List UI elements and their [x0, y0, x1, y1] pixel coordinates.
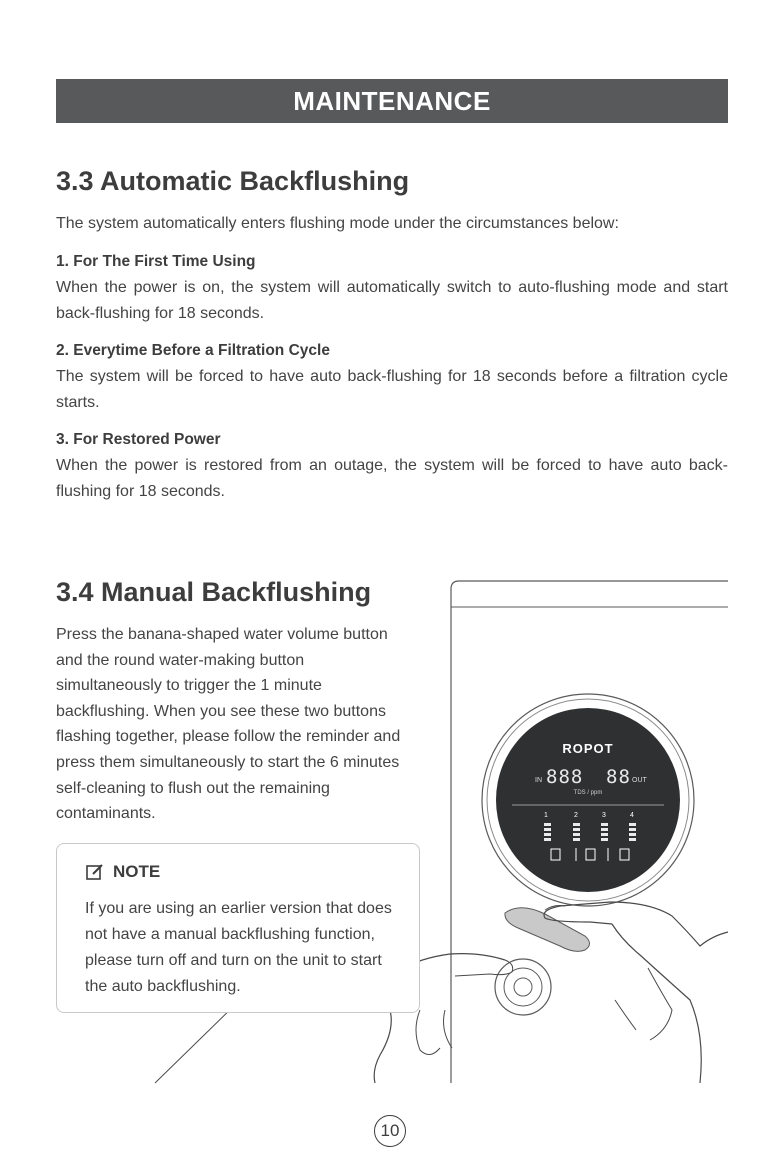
- section-heading-automatic-backflushing: 3.3 Automatic Backflushing: [56, 166, 410, 196]
- out-tds-readout: 88: [606, 766, 631, 788]
- filter-3-indicator: 3: [602, 812, 606, 819]
- item-text-restored-power: When the power is restored from an outage, the system will be forced to have auto back-flushing for 18 seconds.: [56, 457, 728, 500]
- item-title-before-filtration: 2. Everytime Before a Filtration Cycle: [56, 342, 330, 359]
- item-text-before-filtration: The system will be forced to have auto back-flushing for 18 seconds before a filtration cycle starts.: [56, 368, 728, 411]
- item-title-restored-power: 3. For Restored Power: [56, 431, 221, 448]
- brand-logo: ROPOT: [562, 741, 614, 756]
- filter-4-indicator: 4: [630, 812, 634, 819]
- section-heading-manual-backflushing: 3.4 Manual Backflushing: [56, 577, 372, 607]
- tds-unit-label: TDS / ppm: [573, 790, 603, 796]
- manual-backflush-instructions: Press the banana-shaped water volume button and the round water-making button simultaneously to trigger the 1 minute backflushing. When you see these two buttons flashing together, please follow the reminder and press them simultaneously to start the 6 minutes self-cleaning to flush out the remaining contaminants.: [56, 626, 401, 823]
- note-box: [56, 843, 420, 1013]
- out-label: OUT: [632, 777, 647, 784]
- note-pencil-icon: [85, 862, 105, 882]
- note-text: If you are using an earlier version that does not have a manual backflushing function, please turn off and turn on the unit to start the auto backflushing.: [85, 900, 392, 995]
- in-tds-readout: 888: [546, 766, 584, 788]
- section-banner: MAINTENANCE: [56, 79, 728, 123]
- note-label: NOTE: [113, 862, 161, 881]
- item-text-first-time: When the power is on, the system will automatically switch to auto-flushing mode and start back-flushing for 18 seconds.: [56, 279, 728, 322]
- in-label: IN: [535, 777, 542, 784]
- filter-2-indicator: 2: [574, 812, 578, 819]
- page-number: 10: [374, 1115, 406, 1147]
- item-title-first-time: 1. For The First Time Using: [56, 253, 256, 270]
- section-intro: The system automatically enters flushing mode under the circumstances below:: [56, 215, 619, 232]
- note-header: [85, 862, 160, 882]
- filter-1-indicator: 1: [544, 812, 548, 819]
